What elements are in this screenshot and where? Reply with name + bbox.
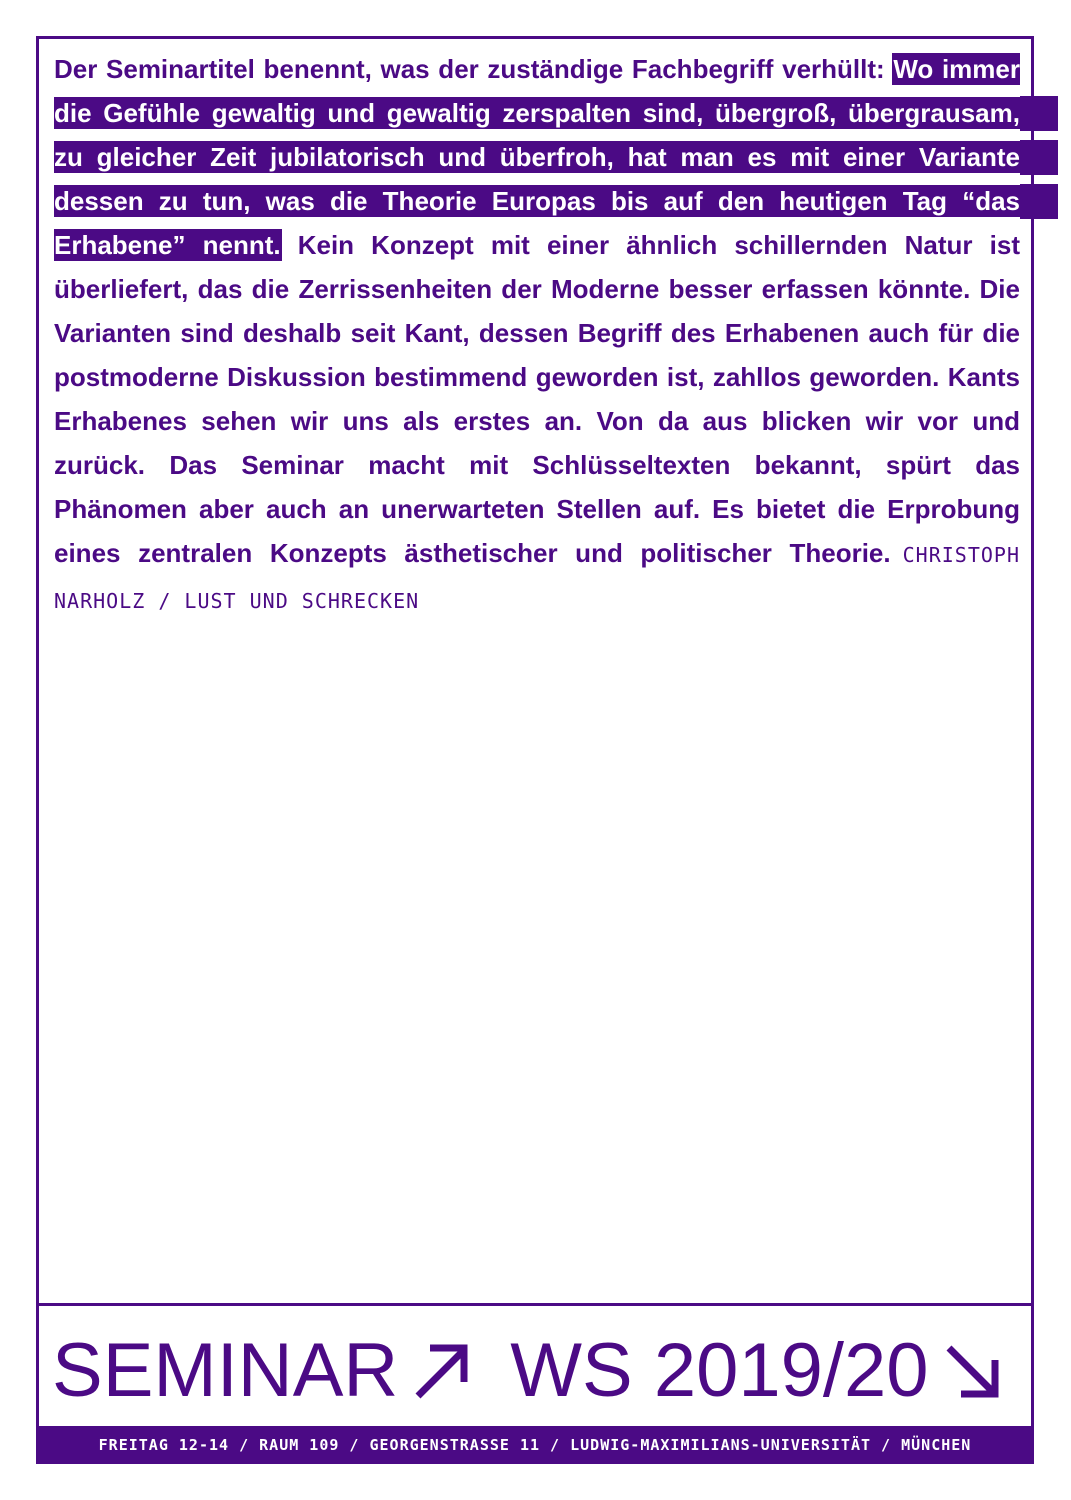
highlight-extension [1020, 96, 1058, 131]
highlight-extension [1020, 140, 1058, 175]
footer-info-text: FREITAG 12-14 / RAUM 109 / GEORGENSTRASSE 11 / LUDWIG-MAXIMILIANS-UNIVERSITÄT / MÜNCHEN [98, 1436, 972, 1454]
arrow-up-right-icon [410, 1340, 472, 1402]
abstract-rest: Kein Konzept mit einer ähnlich schillernden Natur ist überliefert, das die Zerrissenheiten der Moderne besser erfassen könnte. Die Varianten sind deshalb seit Kant, dessen Begriff des Erhabenen auch für die postmoderne Diskussion bestimmend geworden ist, zahllos geworden. Kants Erhabenes sehen wir uns als erstes an. Von da aus blicken wir vor und zurück. Das Seminar macht mit Schlüsseltexten bekannt, spürt das Phänomen aber auch an unerwarteten Stellen auf. Es bietet die Erprobung eines zentralen Konzepts ästhetischer und politischer Theorie. [54, 230, 1020, 568]
headline-seminar: SEMINAR [52, 1328, 399, 1413]
divider-line [36, 1303, 1034, 1306]
abstract-signature: CHRISTOPH NARHOLZ / LUST UND SCHRECKEN [54, 543, 1020, 613]
arrow-down-right-icon [941, 1340, 1003, 1402]
seminar-headline [52, 1330, 1003, 1412]
footer-info-bar [36, 1426, 1034, 1464]
abstract-highlight: Wo immer die Gefühle gewaltig und gewaltig zerspalten sind, übergroß, übergrausam, zu gleicher Zeit jubilatorisch und überfroh, hat man es mit einer Variante dessen zu tun, was die Theorie Europas bis auf den heutigen Tag “das Erhabene” nennt. [54, 54, 1020, 260]
highlight-extension [1020, 184, 1058, 219]
abstract-intro: Der Seminartitel benennt, was der zuständige Fachbegriff verhüllt: [54, 54, 894, 84]
seminar-abstract [54, 47, 1020, 623]
headline-semester: WS 2019/20 [510, 1328, 929, 1413]
